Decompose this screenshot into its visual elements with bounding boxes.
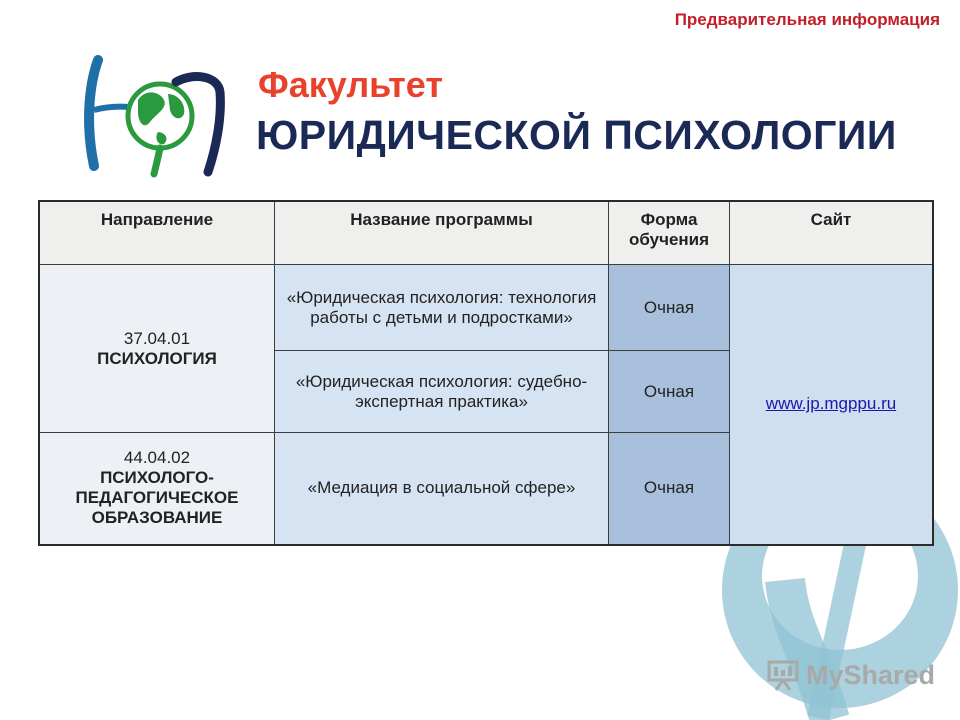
faculty-title-line2: ЮРИДИЧЕСКОЙ ПСИХОЛОГИИ — [256, 112, 897, 158]
presentation-icon — [766, 658, 800, 692]
watermark-text: MyShared — [806, 659, 936, 690]
table-row — [39, 265, 933, 351]
direction-code: 37.04.01 — [123, 328, 191, 348]
study-form: Очная — [609, 351, 730, 433]
faculty-title-line1: Факультет — [258, 64, 443, 105]
study-form: Очная — [609, 433, 730, 545]
header-form: Форма обучения — [609, 201, 730, 265]
site-link[interactable]: www.jp.mgppu.ru — [765, 394, 897, 414]
faculty-logo-icon — [80, 48, 230, 178]
direction-name: ПСИХОЛОГИЯ — [97, 348, 217, 368]
program-title: «Юридическая психология: судебно-экспертная практика» — [275, 351, 609, 433]
program-title: «Медиация в социальной сфере» — [275, 433, 609, 545]
header-direction: Направление — [39, 201, 275, 265]
preliminary-info-label: Предварительная информация — [674, 10, 940, 29]
program-title: «Юридическая психология: технология работы с детьми и подростками» — [275, 265, 609, 351]
header-program: Название программы — [275, 201, 609, 265]
direction-cell — [39, 265, 275, 433]
table-header-row — [39, 201, 933, 265]
header-site: Сайт — [730, 201, 934, 265]
direction-name: ПСИХОЛОГО-ПЕДАГОГИЧЕСКОЕ ОБРАЗОВАНИЕ — [75, 468, 239, 528]
programs-table — [38, 200, 934, 546]
watermark — [766, 655, 946, 695]
direction-cell — [39, 433, 275, 545]
study-form: Очная — [609, 265, 730, 351]
direction-code: 44.04.02 — [123, 448, 191, 468]
site-cell — [730, 265, 934, 545]
